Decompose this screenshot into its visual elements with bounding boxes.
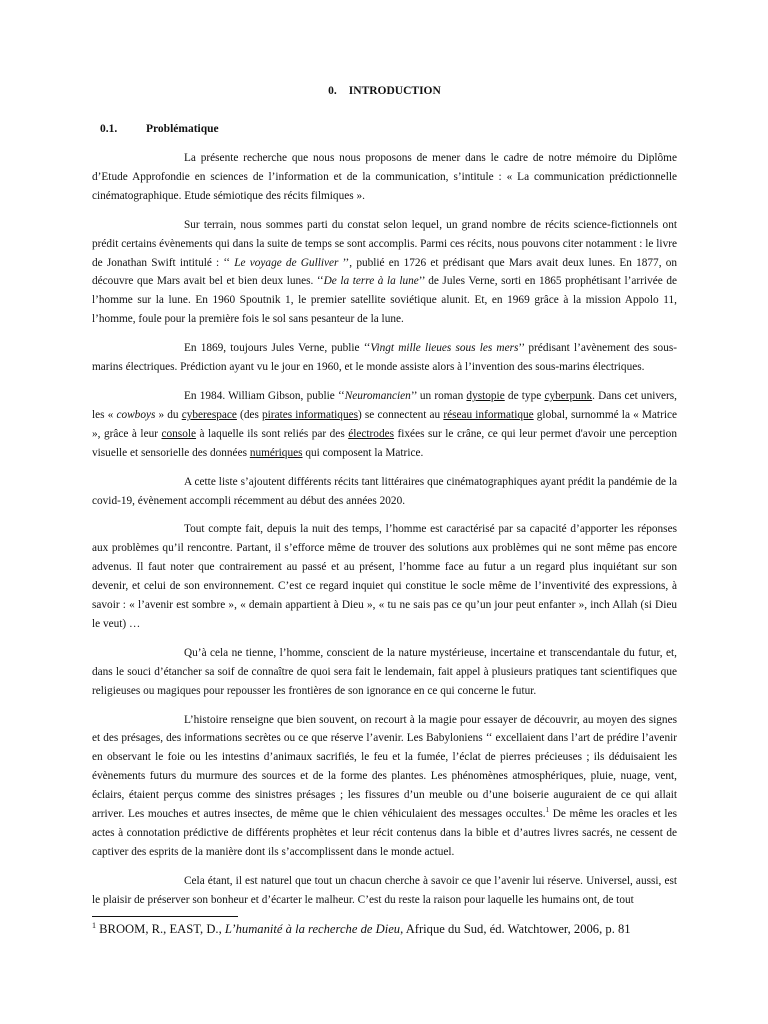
paragraph	[92, 711, 677, 862]
footnote	[92, 920, 692, 938]
paragraph	[92, 473, 677, 511]
text-run: En 1984. William Gibson, publie ‘‘	[184, 389, 345, 402]
text-run: Tout compte fait, depuis la nuit des temps, l’homme est caractérisé par sa capacité d’apporter les réponses aux problèmes qu’il rencontre. Partant, il s’efforce même de trouver des solutions aux problèmes qui ne sont même pas encore advenus. Il faut noter que contrairement au passé et au présent, l’homme face au futur a un regard plus inquiétant sur son devenir, et celui de son environnement. C’est ce regard inquiet qui constitue le socle même de l’inventivité des expressions, à savoir : « l’avenir est sombre », « demain appartient à Dieu », « tu ne sais pas ce qu’un jour peut enfanter », inch Allah (si Dieu le veut) …	[92, 523, 677, 630]
underlined-term: console	[161, 427, 197, 440]
subsection-title: Problématique	[146, 123, 219, 135]
text-run: de type	[504, 389, 545, 402]
text-run: De même les oracles et les actes à connotation prédictive de différents prophètes et leur récit contenus dans la bible et d’autres livres sacrés, ne cessent de captiver des esprits de la manière dont ils s’accomplissent dans le monde actuel.	[92, 808, 677, 858]
subsection-heading	[100, 123, 219, 135]
italic-text: cowboys	[116, 408, 156, 421]
text-run: ’’ prédisant l’avènement des sous-marins électriques. Prédiction ayant vu le jour en 1960, et le monde assiste alors à l’invention des sous-marins électriques.	[92, 342, 678, 374]
underlined-term: pirates informatiques	[262, 408, 359, 421]
paragraph	[92, 872, 677, 910]
section-number: 0.	[328, 85, 337, 97]
text-run: En 1869, toujours Jules Verne, publie ‘‘	[184, 342, 371, 355]
text-run: ’’ de Jules Verne, sorti en 1865 prophétisant l’arrivée de l’homme sur la lune. En 1960 Spoutnik 1, le premier satellite soviétique alunit. Et, en 1969 grâce à la mission Appolo 11, l’homme, foule pour la première fois le sol sans pesanteur de la lune.	[92, 275, 677, 326]
underlined-term: numériques	[249, 446, 303, 459]
text-run: Cela étant, il est naturel que tout un chacun cherche à savoir ce que l’avenir lui réserve. Universel, aussi, est le plaisir de préserver son bonheur et d’écarter le malheur. C’est du reste la raison pour laquelle les humains ont, de tout	[92, 874, 677, 906]
underlined-term: cyberespace	[181, 408, 237, 421]
paragraph	[92, 216, 677, 329]
text-run: ’’, publié en 1726 et prédisant que Mars avait deux lunes. En 1877, on découvre que Mars avait bel et bien deux lunes. ‘‘	[92, 256, 678, 288]
footnote-separator	[92, 916, 238, 917]
italic-text: Neuromancien	[344, 389, 411, 402]
text-run: » du	[155, 408, 182, 421]
underlined-term: électrodes	[348, 427, 395, 440]
text-run: qui composent la Matrice.	[302, 446, 424, 459]
text-run: global, surnommé la « Matrice », grâce à leur	[92, 408, 677, 440]
text-run: fixées sur le crâne, ce qui leur permet d'avoir une perception visuelle et sensorielle des données	[92, 427, 677, 459]
body-text	[92, 149, 677, 920]
paragraph	[92, 520, 677, 633]
subsection-number: 0.1.	[100, 123, 118, 135]
italic-text: De la terre à la lune	[323, 275, 419, 288]
text-run: ’’ un roman	[410, 389, 467, 402]
text-run: à laquelle ils sont reliés par des	[196, 427, 349, 440]
text-run: La présente recherche que nous nous proposons de mener dans le cadre de notre mémoire du Diplôme d’Etude Approfondie en sciences de l’information et de la communication, s’intitule : « La communication prédictionnelle cinématographique. Etude sémiotique des récits filmiques ».	[92, 152, 677, 202]
text-run: . Dans cet univers, les «	[92, 389, 678, 421]
footnote-ref: 1	[92, 920, 96, 930]
section-heading	[92, 85, 677, 97]
italic-text: Vingt mille lieues sous les mers	[370, 342, 519, 355]
text-run: A cette liste s’ajoutent différents récits tant littéraires que cinématographiques ayant prédit la pandémie de la covid-19, évènement accompli récemment au début des années 2020.	[92, 475, 677, 507]
underlined-term: réseau informatique	[443, 408, 534, 421]
italic-text: L’humanité à la recherche de Dieu	[224, 922, 401, 936]
paragraph	[92, 644, 677, 701]
text-run: L’histoire renseigne que bien souvent, on recourt à la magie pour essayer de découvrir, au moyen des signes et des présages, des informations secrètes ou ce que réserve l’avenir. Les Babyloniens ‘‘ excellaient dans l’art de prédire l’avenir en observant le foie ou les intestins d’animaux sacrifiés, le feu et la fumée, l’éclat de pierres précieuses ; ils déduisaient les évènements futurs du murmure des sources et de la forme des plantes. Les phénomènes atmosphériques, pluie, nuage, vent, éclairs, étaient perçus comme des sinistres présages ; les fissures d’un meuble ou d’une boiserie auguraient de ce qui allait arriver. Les mouches et autres insectes, de même que le chien véhiculaient des messages occultes.	[92, 713, 677, 821]
text-run: ) se connectent au	[358, 408, 444, 421]
underlined-term: dystopie	[466, 389, 505, 402]
text-run: BROOM, R., EAST, D.,	[96, 922, 225, 936]
underlined-term: cyberpunk	[544, 389, 593, 402]
footnote-ref: 1	[545, 806, 550, 815]
text-run: (des	[236, 408, 263, 421]
text-run: Qu’à cela ne tienne, l’homme, conscient de la nature mystérieuse, incertaine et transcendantale du futur, et, dans le souci d’étancher sa soif de connaître de quoi sera fait le lendemain, fait appel à plusieurs pratiques tant scientifiques que religieuses ou magiques pour repousser les frontières de son ignorance en ce qui concerne le futur.	[92, 646, 677, 697]
section-title: INTRODUCTION	[348, 85, 441, 97]
paragraph	[92, 149, 677, 206]
text-run: Sur terrain, nous sommes parti du constat selon lequel, un grand nombre de récits science-fictionnels ont prédit certains évènements qui dans la suite de temps se sont accomplis. Parmi ces récits, nous pouvons citer notamment : le livre de Jonathan Swift intitulé : ‘‘	[92, 218, 677, 269]
paragraph	[92, 387, 677, 463]
italic-text: Le voyage de Gulliver	[234, 256, 339, 269]
text-run: , Afrique du Sud, éd. Watchtower, 2006, p. 81	[400, 922, 631, 936]
paragraph	[92, 339, 677, 377]
